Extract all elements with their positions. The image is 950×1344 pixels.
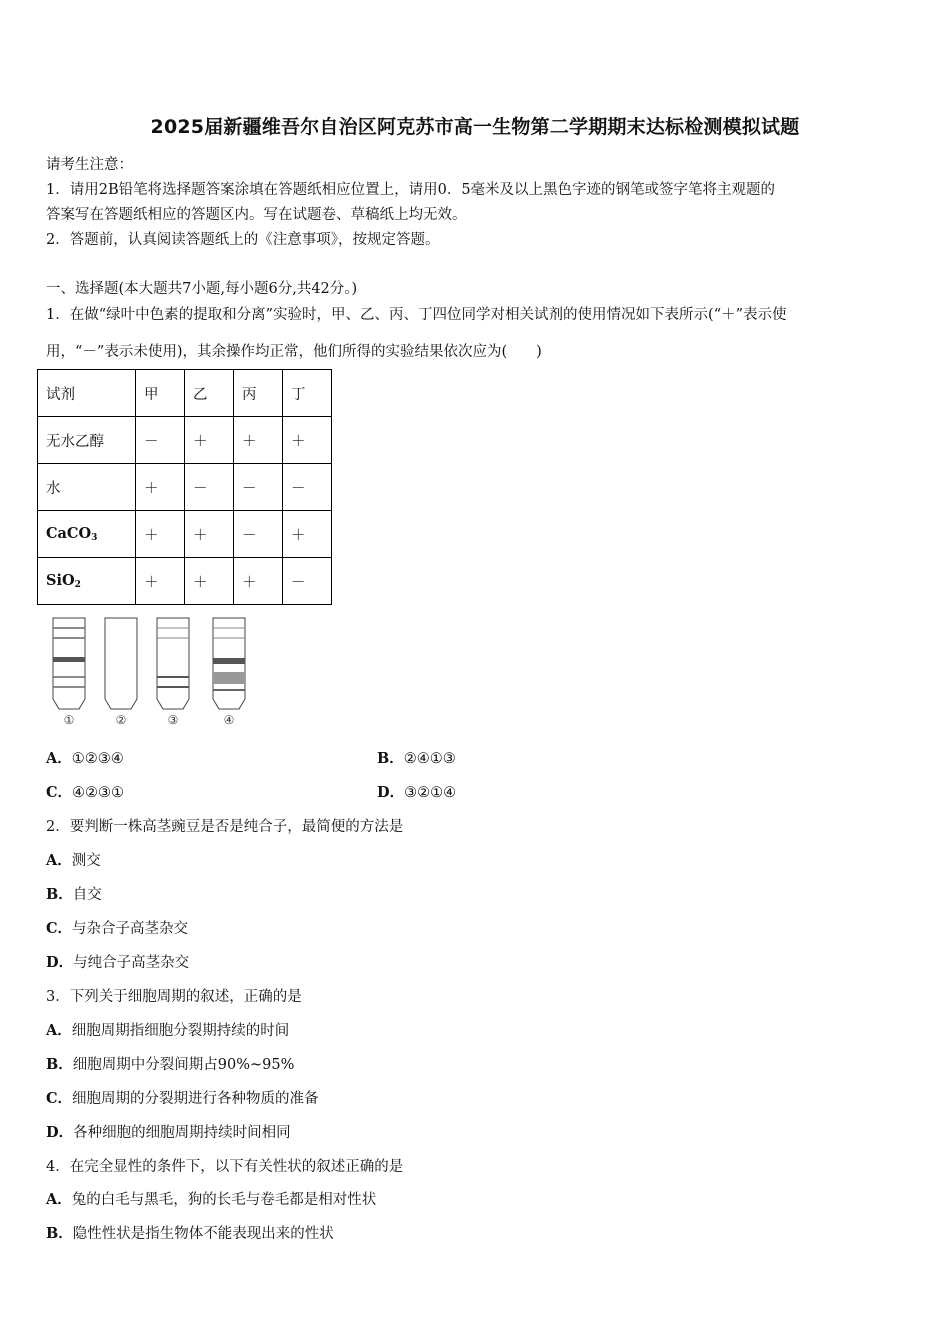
tube-4 <box>213 618 245 727</box>
option-letter: C． <box>46 784 73 801</box>
reagent-name <box>38 511 136 558</box>
table-cell: ＋ <box>136 558 185 605</box>
table-cell: ＋ <box>234 417 283 464</box>
table-row <box>38 417 332 464</box>
table-cell: － <box>283 558 332 605</box>
q1-stem-line-2: 用，“－”表示未使用)，其余操作均正常，他们所得的实验结果依次应为( ) <box>46 344 542 360</box>
reagent-subscript: 3 <box>91 533 98 543</box>
q2-stem: 2．要判断一株高茎豌豆是否是纯合子，最简便的方法是 <box>46 819 404 835</box>
option-letter: C． <box>46 920 73 937</box>
table-header-cell: 乙 <box>185 370 234 417</box>
reagent-formula: SiO <box>46 572 75 589</box>
page-title: 2025届新疆维吾尔自治区阿克苏市高一生物第二学期期末达标检测模拟试题 <box>150 116 800 138</box>
reagent-name: 无水乙醇 <box>38 417 136 464</box>
table-row <box>38 558 332 605</box>
option-text: 与杂合子高茎杂交 <box>72 921 189 937</box>
tube-1 <box>53 618 85 727</box>
option-text: 细胞周期的分裂期进行各种物质的准备 <box>72 1091 319 1107</box>
section-heading: 一、选择题(本大题共7小题,每小题6分,共42分。) <box>46 281 358 297</box>
option-letter: B． <box>46 1225 73 1242</box>
tube-label: ② <box>115 713 127 727</box>
option-text: ①②③④ <box>71 751 124 767</box>
q3-option-c[interactable] <box>46 1087 319 1108</box>
q2-option-b[interactable] <box>46 883 102 904</box>
table-row <box>38 464 332 511</box>
table-row <box>38 511 332 558</box>
table-cell: ＋ <box>136 511 185 558</box>
q3-option-b[interactable] <box>46 1053 294 1074</box>
q4-stem: 4．在完全显性的条件下，以下有关性状的叙述正确的是 <box>46 1159 404 1175</box>
option-letter: A． <box>46 1191 72 1208</box>
option-text: 与纯合子高茎杂交 <box>73 955 190 971</box>
table-cell: ＋ <box>185 558 234 605</box>
option-letter: C． <box>46 1090 73 1107</box>
option-letter: B． <box>377 750 404 767</box>
option-letter: D． <box>46 1124 74 1141</box>
tube-2 <box>105 618 137 727</box>
tube-3 <box>157 618 189 727</box>
tube-label: ③ <box>167 713 179 727</box>
option-text: 自交 <box>72 887 102 903</box>
table-cell: ＋ <box>136 464 185 511</box>
option-letter: A． <box>46 852 72 869</box>
table-cell: ＋ <box>234 558 283 605</box>
q4-option-b[interactable] <box>46 1222 334 1243</box>
option-text: 测交 <box>71 853 101 869</box>
q1-option-a[interactable] <box>46 747 124 768</box>
table-cell: ＋ <box>283 511 332 558</box>
option-text: 隐性性状是指生物体不能表现出来的性状 <box>72 1226 334 1242</box>
q2-option-c[interactable] <box>46 917 188 938</box>
notice-item-2: 2．答题前，认真阅读答题纸上的《注意事项》，按规定答题。 <box>46 232 440 248</box>
option-text: ④②③① <box>72 785 125 801</box>
table-header-row <box>38 370 332 417</box>
notice-item-1a: 1．请用2B铅笔将选择题答案涂填在答题纸相应位置上，请用0．5毫米及以上黑色字迹的钢笔或签字笔将主观题的 <box>46 182 776 198</box>
q1-option-d[interactable] <box>377 781 456 802</box>
table-header-cell: 丁 <box>283 370 332 417</box>
q1-stem-line-1: 1．在做“绿叶中色素的提取和分离”实验时，甲、乙、丙、丁四位同学对相关试剂的使用情况如下表所示(“＋”表示使 <box>46 307 787 323</box>
q3-option-a[interactable] <box>46 1019 289 1040</box>
option-text: ②④①③ <box>403 751 456 767</box>
option-text: ③②①④ <box>404 785 457 801</box>
table-cell: － <box>185 464 234 511</box>
q2-option-a[interactable] <box>46 849 101 870</box>
notice-item-1b: 答案写在答题纸相应的答题区内。写在试题卷、草稿纸上均无效。 <box>46 207 467 223</box>
q4-option-a[interactable] <box>46 1188 376 1209</box>
table-header-cell: 丙 <box>234 370 283 417</box>
option-text: 兔的白毛与黑毛，狗的长毛与卷毛都是相对性状 <box>71 1192 377 1208</box>
option-letter: A． <box>46 1022 72 1039</box>
chromatography-tubes-figure <box>46 614 266 730</box>
table-cell: － <box>136 417 185 464</box>
reagent-name <box>38 558 136 605</box>
q3-option-d[interactable] <box>46 1121 291 1142</box>
option-text: 各种细胞的细胞周期持续时间相同 <box>73 1125 291 1141</box>
q3-stem: 3．下列关于细胞周期的叙述，正确的是 <box>46 989 302 1005</box>
table-cell: ＋ <box>185 511 234 558</box>
table-cell: ＋ <box>185 417 234 464</box>
table-cell: ＋ <box>283 417 332 464</box>
option-letter: D． <box>377 784 405 801</box>
q2-option-d[interactable] <box>46 951 189 972</box>
table-cell: － <box>283 464 332 511</box>
reagent-table <box>37 369 332 605</box>
option-letter: B． <box>46 886 73 903</box>
option-text: 细胞周期指细胞分裂期持续的时间 <box>71 1023 290 1039</box>
option-letter: D． <box>46 954 74 971</box>
table-header-cell: 甲 <box>136 370 185 417</box>
reagent-name: 水 <box>38 464 136 511</box>
notice-heading: 请考生注意： <box>46 157 133 173</box>
q1-option-c[interactable] <box>46 781 124 802</box>
option-text: 细胞周期中分裂间期占90%~95% <box>72 1057 295 1073</box>
q1-option-b[interactable] <box>377 747 456 768</box>
tube-label: ④ <box>223 713 235 727</box>
table-header-cell: 试剂 <box>38 370 136 417</box>
option-letter: A． <box>46 750 72 767</box>
option-letter: B． <box>46 1056 73 1073</box>
table-cell: － <box>234 511 283 558</box>
tube-label: ① <box>63 713 75 727</box>
reagent-formula: CaCO <box>46 525 92 542</box>
table-cell: － <box>234 464 283 511</box>
reagent-subscript: 2 <box>74 580 81 590</box>
